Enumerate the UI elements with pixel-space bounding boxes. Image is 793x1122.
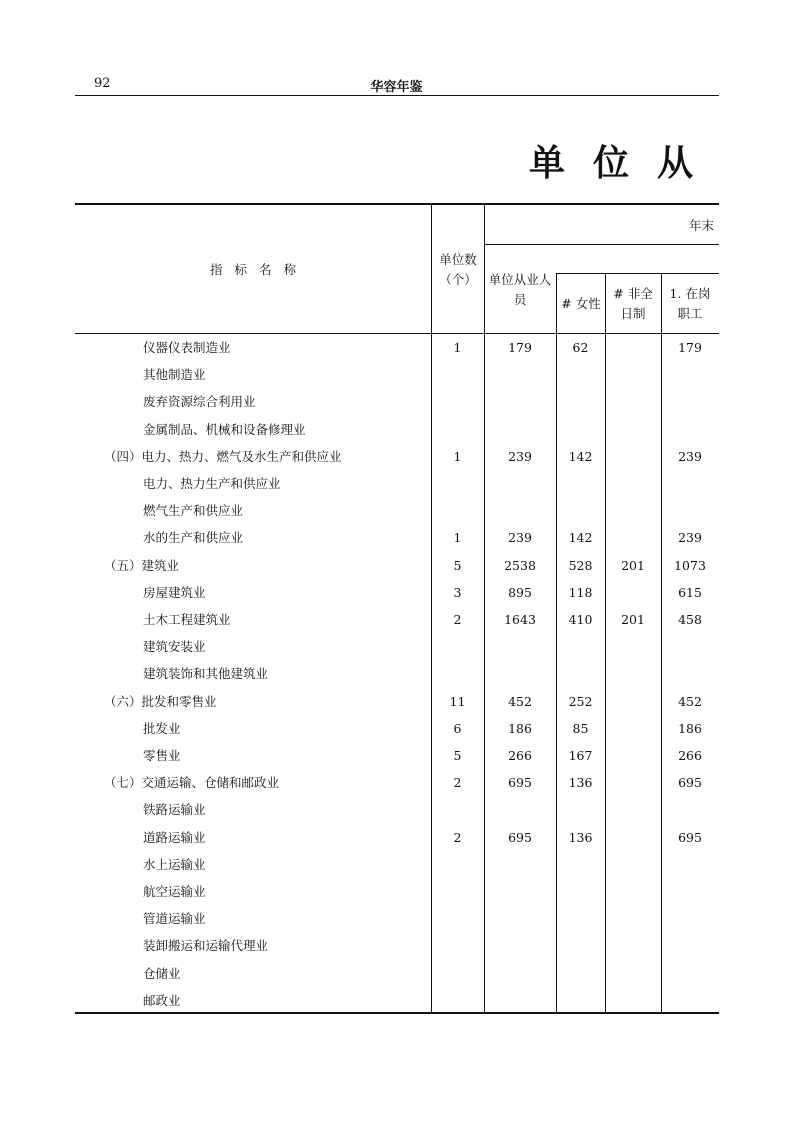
cell-female: 62 xyxy=(572,340,589,355)
cell-employees: 266 xyxy=(508,748,532,763)
row-name: 建筑安装业 xyxy=(143,639,206,655)
divider xyxy=(605,273,606,1012)
row-name: （七）交通运输、仓储和邮政业 xyxy=(104,775,280,791)
cell-on-post: 179 xyxy=(678,340,702,355)
row-name: 批发业 xyxy=(143,720,181,736)
table-top-rule xyxy=(75,203,719,205)
page-number: 92 xyxy=(94,76,111,91)
cell-units: 2 xyxy=(453,612,462,627)
divider xyxy=(484,244,719,245)
table-bottom-rule xyxy=(75,1012,719,1014)
row-name: 废弃资源综合利用业 xyxy=(143,394,256,410)
row-name: 建筑装饰和其他建筑业 xyxy=(143,666,269,682)
cell-female: 136 xyxy=(568,775,593,791)
row-name: 装卸搬运和运输代理业 xyxy=(143,938,269,954)
cell-units: 3 xyxy=(453,584,462,600)
divider xyxy=(484,205,485,1012)
cell-employees: 695 xyxy=(508,775,532,791)
row-name: 电力、热力生产和供应业 xyxy=(143,476,281,491)
cell-employees: 2538 xyxy=(504,557,536,573)
cell-units: 1 xyxy=(453,448,462,464)
column-header-employees: 单位从业人员 xyxy=(488,272,552,307)
cell-on-post: 239 xyxy=(678,448,702,464)
row-name: 邮政业 xyxy=(143,992,181,1008)
page-title: 单位从 xyxy=(528,142,721,184)
column-header-name: 指 标 名 称 xyxy=(210,262,296,277)
cell-employees: 895 xyxy=(508,584,532,600)
row-name: 零售业 xyxy=(143,748,181,763)
cell-female: 410 xyxy=(568,612,593,627)
cell-female: 118 xyxy=(568,584,593,600)
cell-units: 6 xyxy=(453,720,462,736)
cell-female: 85 xyxy=(572,720,589,736)
cell-female: 528 xyxy=(568,557,593,573)
cell-on-post: 266 xyxy=(678,748,702,763)
cell-employees: 186 xyxy=(508,720,532,736)
column-header-year-end: 年末 xyxy=(688,218,714,233)
cell-female: 142 xyxy=(568,530,593,546)
cell-female: 142 xyxy=(568,448,593,464)
row-name: 其他制造业 xyxy=(143,367,206,383)
divider xyxy=(556,273,557,1012)
cell-on-post: 695 xyxy=(678,775,702,791)
divider xyxy=(431,205,432,1012)
cell-units: 2 xyxy=(453,829,462,845)
cell-on-post: 186 xyxy=(678,720,702,736)
column-header-female: # 女性 xyxy=(561,296,601,311)
cell-employees: 179 xyxy=(508,340,532,355)
divider xyxy=(556,273,719,274)
row-name: （四）电力、热力、燃气及水生产和供应业 xyxy=(104,448,342,464)
cell-units: 11 xyxy=(449,693,466,709)
row-name: 土木工程建筑业 xyxy=(143,612,231,627)
cell-units: 5 xyxy=(453,748,462,763)
cell-units: 2 xyxy=(453,775,462,791)
row-name: 航空运输业 xyxy=(143,884,206,899)
row-name: 仪器仪表制造业 xyxy=(143,340,231,355)
row-name: 道路运输业 xyxy=(143,829,206,845)
row-name: 管道运输业 xyxy=(143,911,206,927)
cell-non-fulltime: 201 xyxy=(621,612,645,627)
header-bottom-rule xyxy=(75,333,719,334)
column-header-units: 单位数（个） xyxy=(439,252,477,287)
cell-units: 5 xyxy=(453,557,462,573)
divider xyxy=(661,273,662,1012)
running-title: 华容年鉴 xyxy=(370,80,423,95)
row-name: 铁路运输业 xyxy=(143,802,206,818)
cell-on-post: 615 xyxy=(678,584,702,600)
cell-employees: 239 xyxy=(508,530,532,546)
cell-on-post: 1073 xyxy=(674,557,706,573)
row-name: （五）建筑业 xyxy=(104,557,180,573)
cell-female: 136 xyxy=(568,829,593,845)
column-header-non-fulltime: # 非全日制 xyxy=(613,286,653,321)
cell-on-post: 239 xyxy=(678,530,702,546)
column-header-on-post: 1. 在岗职工 xyxy=(669,286,711,321)
cell-female: 167 xyxy=(568,748,593,763)
cell-employees: 1643 xyxy=(504,612,536,627)
cell-employees: 452 xyxy=(508,693,532,709)
cell-employees: 695 xyxy=(508,829,532,845)
cell-female: 252 xyxy=(568,693,593,709)
row-name: 房屋建筑业 xyxy=(143,584,206,600)
row-name: 水上运输业 xyxy=(143,856,206,872)
cell-units: 1 xyxy=(453,530,462,546)
row-name: 金属制品、机械和设备修理业 xyxy=(143,421,306,437)
row-name: 仓储业 xyxy=(143,965,181,981)
cell-non-fulltime: 201 xyxy=(621,557,645,573)
cell-on-post: 695 xyxy=(678,829,702,845)
row-name: 燃气生产和供应业 xyxy=(143,503,244,519)
cell-on-post: 458 xyxy=(678,612,702,627)
header-rule xyxy=(75,95,719,96)
row-name: 水的生产和供应业 xyxy=(143,530,244,546)
cell-on-post: 452 xyxy=(678,693,702,709)
cell-employees: 239 xyxy=(508,448,532,464)
row-name: （六）批发和零售业 xyxy=(104,693,217,709)
cell-units: 1 xyxy=(453,340,462,355)
